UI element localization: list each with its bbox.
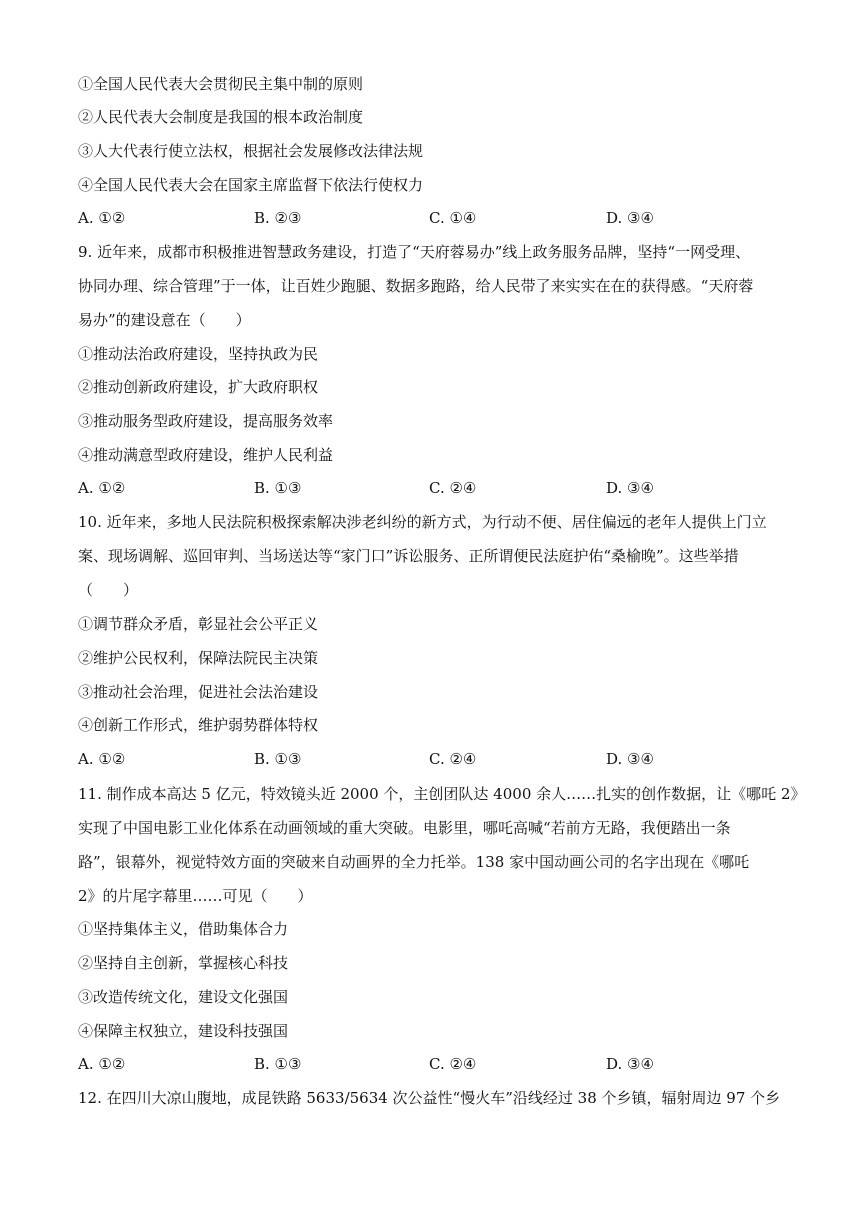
q11-stem-line-2: 实现了中国电影工业化体系在动画领域的重大突破。电影里，哪吒高喊“若前方无路，我便踏出一条 — [78, 819, 731, 837]
q12-stem-line-1: 12. 在四川大凉山腹地，成昆铁路 5633/5634 次公益性“慢火车”沿线经过 38 个乡镇，辐射周边 97 个乡 — [78, 1089, 781, 1107]
q8-statement-2: ②人民代表大会制度是我国的根本政治制度 — [78, 108, 364, 126]
q11-option-b[interactable]: B. ①③ — [254, 1055, 302, 1073]
q10-option-d[interactable]: D. ③④ — [606, 750, 654, 768]
q11-option-c[interactable]: C. ②④ — [429, 1055, 477, 1073]
q11-statement-4: ④保障主权独立，建设科技强国 — [78, 1022, 289, 1040]
q10-option-c[interactable]: C. ②④ — [429, 750, 477, 768]
q10-stem-line-1: 10. 近年来，多地人民法院积极探索解决涉老纠纷的新方式，为行动不便、居住偏远的老年人提供上门立 — [78, 513, 767, 531]
q8-option-d[interactable]: D. ③④ — [606, 209, 654, 227]
q8-statement-4: ④全国人民代表大会在国家主席监督下依法行使权力 — [78, 176, 424, 194]
q10-statement-2: ②维护公民权利，保障法院民主决策 — [78, 649, 319, 667]
q11-option-d[interactable]: D. ③④ — [606, 1055, 654, 1073]
q9-stem-line-2: 协同办理、综合管理”于一体，让百姓少跑腿、数据多跑路，给人民带了来实实在在的获得感。“天府蓉 — [78, 277, 754, 295]
q8-statement-3: ③人大代表行使立法权，根据社会发展修改法律法规 — [78, 142, 424, 160]
q8-statement-1: ①全国人民代表大会贯彻民主集中制的原则 — [78, 75, 364, 93]
q11-statement-1: ①坚持集体主义，借助集体合力 — [78, 920, 289, 938]
q8-option-a[interactable]: A. ①② — [78, 209, 126, 227]
q10-statement-4: ④创新工作形式，维护弱势群体特权 — [78, 716, 319, 734]
q11-statement-2: ②坚持自主创新，掌握核心科技 — [78, 954, 289, 972]
q10-statement-3: ③推动社会治理，促进社会法治建设 — [78, 683, 319, 701]
q11-stem-line-1: 11. 制作成本高达 5 亿元，特效镜头近 2000 个，主创团队达 4000 余人……扎实的创作数据，让《哪吒 2》 — [78, 785, 806, 803]
q10-stem-line-2: 案、现场调解、巡回审判、当场送达等“家门口”诉讼服务、正所谓便民法庭护佑“桑榆晚”。这些举措 — [78, 547, 739, 565]
q9-statement-4: ④推动满意型政府建设，维护人民利益 — [78, 446, 334, 464]
q9-option-d[interactable]: D. ③④ — [606, 479, 654, 497]
q11-statement-3: ③改造传统文化，建设文化强国 — [78, 988, 289, 1006]
q10-option-b[interactable]: B. ①③ — [254, 750, 302, 768]
q10-statement-1: ①调节群众矛盾，彰显社会公平正义 — [78, 615, 319, 633]
q8-option-c[interactable]: C. ①④ — [429, 209, 477, 227]
q9-statement-1: ①推动法治政府建设，坚持执政为民 — [78, 345, 319, 363]
q9-statement-2: ②推动创新政府建设，扩大政府职权 — [78, 378, 319, 396]
q10-stem-line-3: （ ） — [78, 581, 139, 599]
q11-option-a[interactable]: A. ①② — [78, 1055, 126, 1073]
q9-option-c[interactable]: C. ②④ — [429, 479, 477, 497]
q9-option-a[interactable]: A. ①② — [78, 479, 126, 497]
q9-stem-line-1: 9. 近年来，成都市积极推进智慧政务建设，打造了“天府蓉易办”线上政务服务品牌，坚持“一网受理、 — [78, 243, 751, 261]
q8-option-b[interactable]: B. ②③ — [254, 209, 302, 227]
q11-stem-line-3: 路”，银幕外，视觉特效方面的突破来自动画界的全力托举。138 家中国动画公司的名字出现在《哪吒 — [78, 853, 750, 871]
q9-option-b[interactable]: B. ①③ — [254, 479, 302, 497]
q9-statement-3: ③推动服务型政府建设，提高服务效率 — [78, 412, 334, 430]
q9-stem-line-3: 易办”的建设意在（ ） — [78, 311, 251, 329]
q11-stem-line-4: 2》的片尾字幕里……可见（ ） — [78, 887, 313, 905]
q10-option-a[interactable]: A. ①② — [78, 750, 126, 768]
